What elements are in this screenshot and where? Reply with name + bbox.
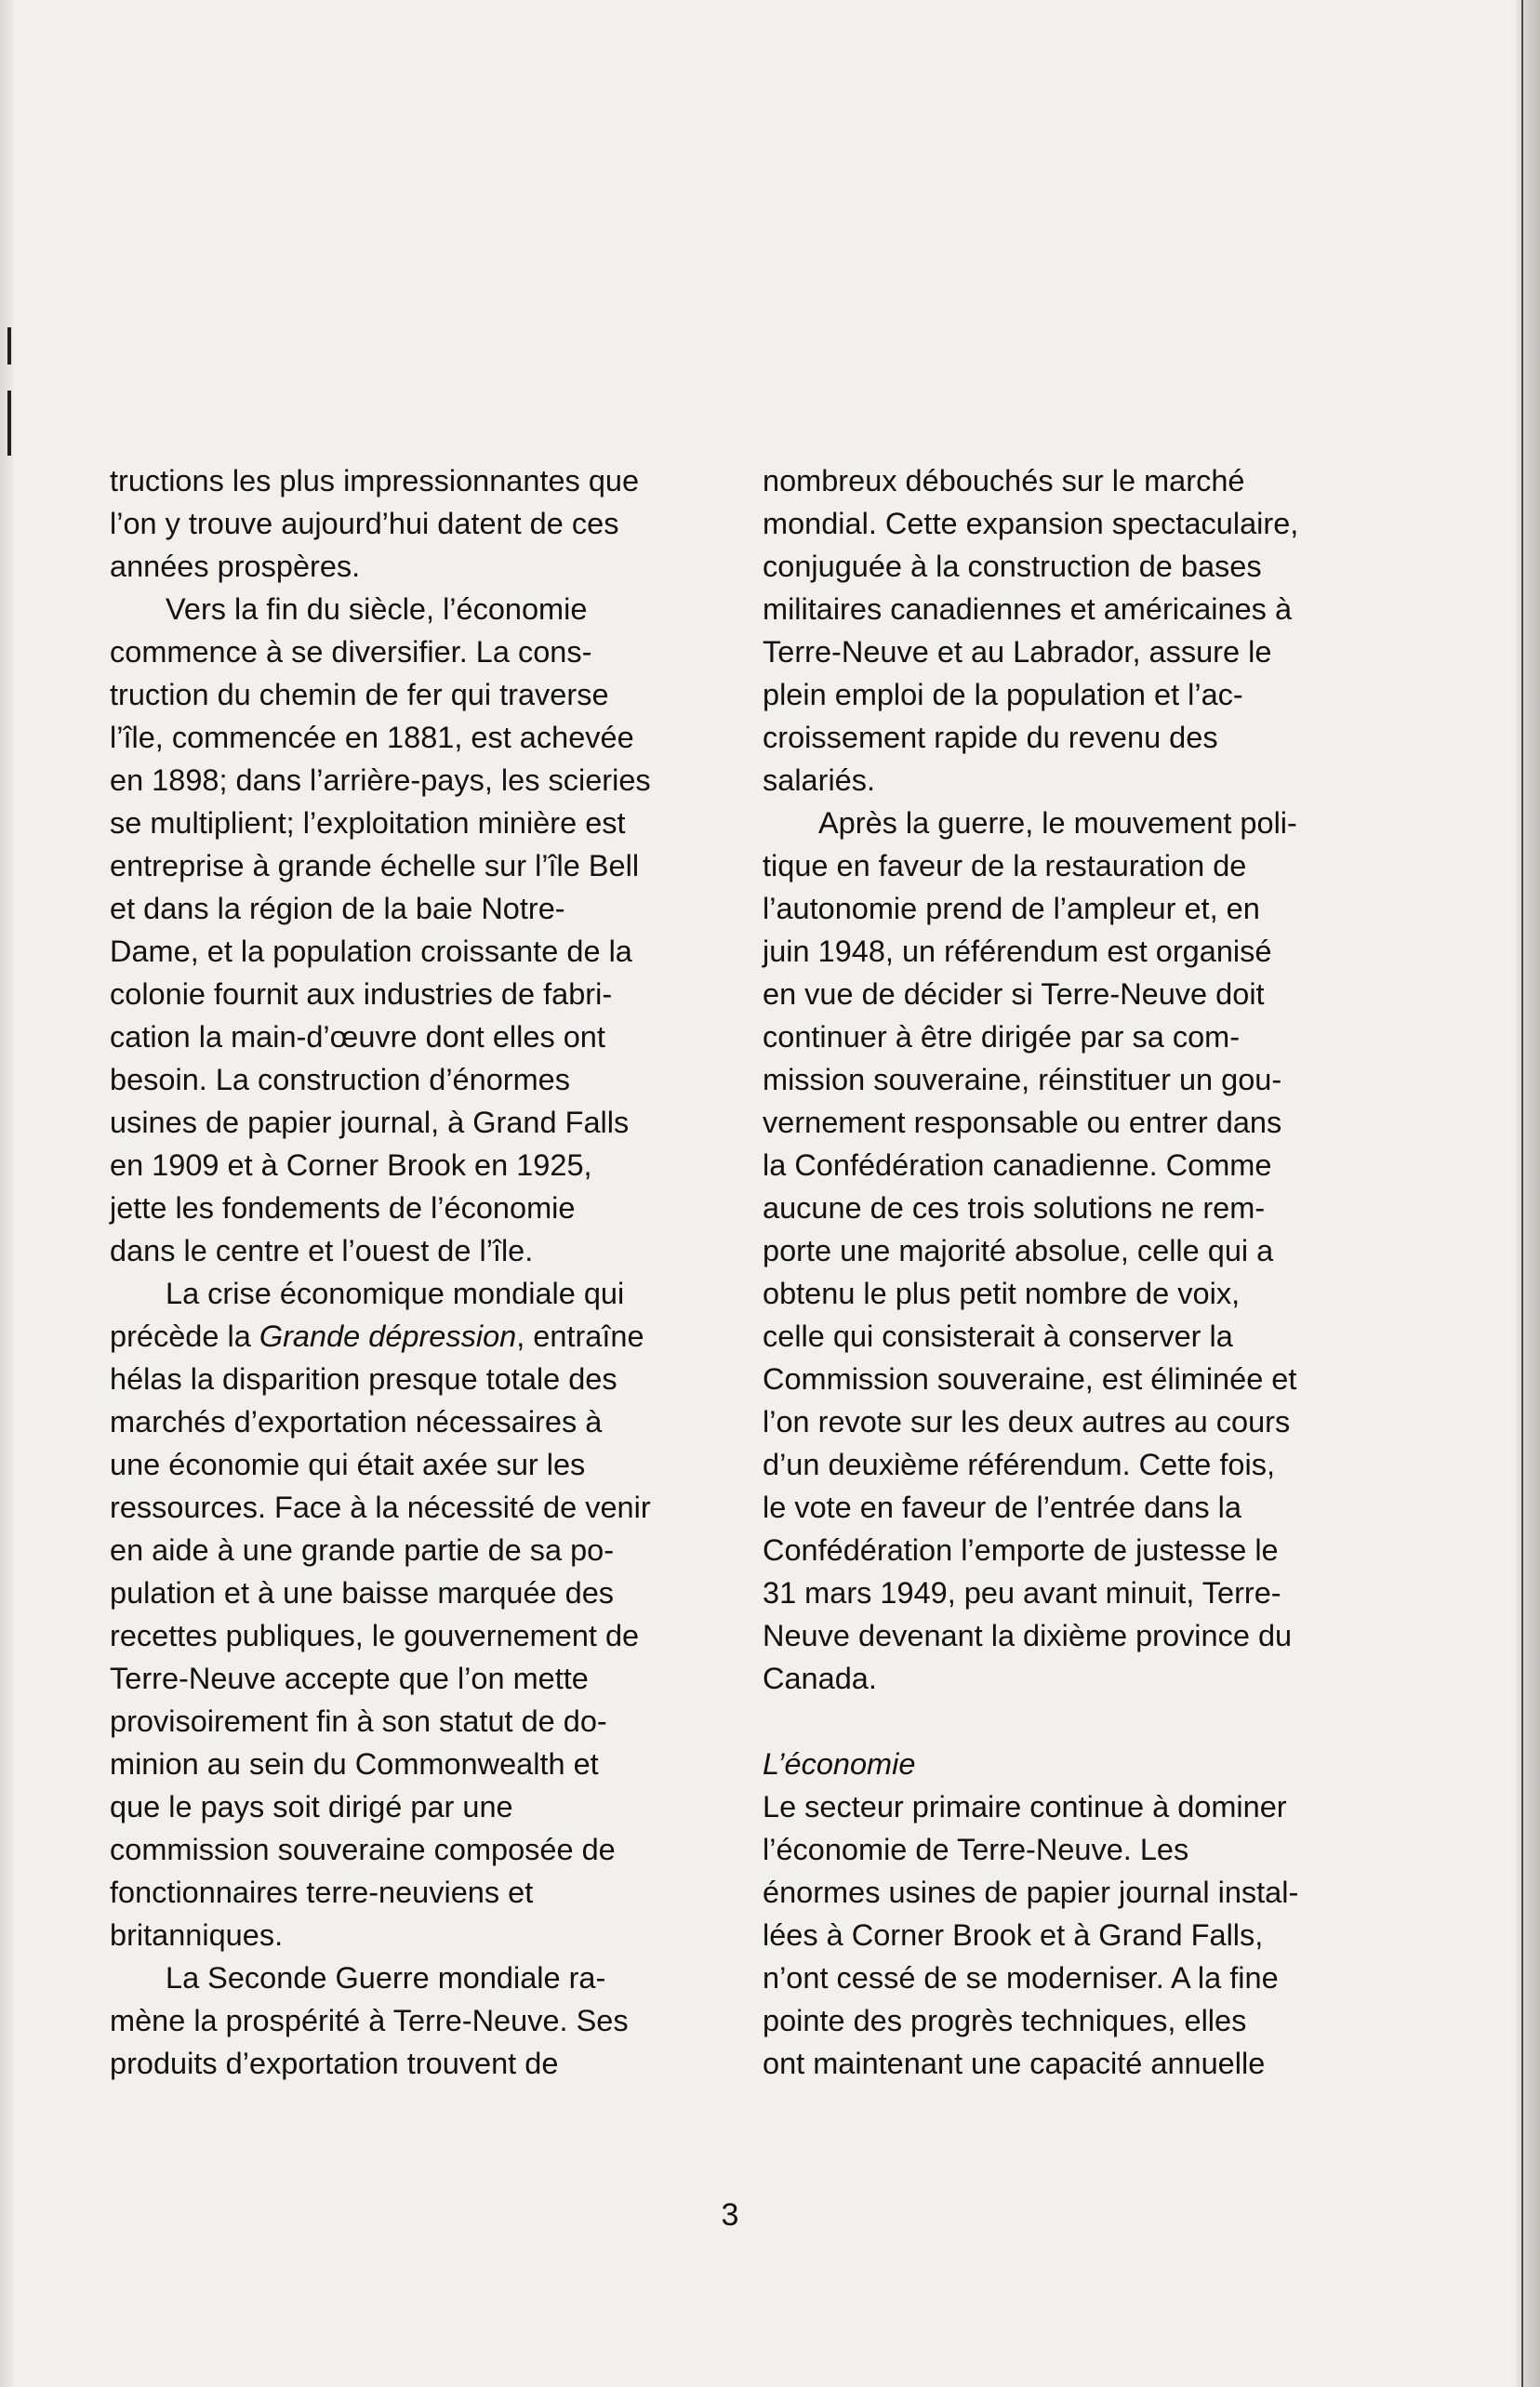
text-line: pulation et à une baisse marquée des: [110, 1576, 615, 1610]
text-line: mondial. Cette expansion spectaculaire,: [763, 507, 1299, 540]
text-run: , entraîne: [516, 1319, 644, 1353]
binding-mark: [7, 327, 11, 365]
italic-term: Grande dépression: [259, 1319, 517, 1353]
text-line: colonie fournit aux industries de fabri-: [110, 977, 613, 1011]
text-line: l’île, commencée en 1881, est achevée: [110, 721, 634, 754]
text-line: britanniques.: [110, 1918, 284, 1952]
text-line: jette les fondements de l’économie: [110, 1191, 576, 1225]
text-line: porte une majorité absolue, celle qui a: [763, 1234, 1274, 1267]
text-line: ont maintenant une capacité annuelle: [763, 2047, 1266, 2080]
text-line: dans le centre et l’ouest de l’île.: [110, 1234, 534, 1267]
text-line: [763, 1743, 1414, 1785]
text-line: l’autonomie prend de l’ampleur et, en: [763, 892, 1260, 925]
text-line: celle qui consisterait à conserver la: [763, 1319, 1233, 1353]
text-run: précède la: [110, 1319, 259, 1353]
text-line: produits d’exportation trouvent de: [110, 2047, 559, 2080]
text-line: La Seconde Guerre mondiale ra-: [166, 1961, 606, 1995]
text-line: croissement rapide du revenu des: [763, 721, 1218, 754]
page-right-edge: [1516, 0, 1540, 2387]
text-line: se multiplient; l’exploitation minière est: [110, 806, 626, 840]
text-line: militaires canadiennes et américaines à: [763, 592, 1293, 626]
text-line: Confédération l’emporte de justesse le: [763, 1533, 1279, 1567]
text-line: que le pays soit dirigé par une: [110, 1790, 513, 1823]
text-line: marchés d’exportation nécessaires à: [110, 1405, 603, 1439]
text-line: Terre-Neuve et au Labrador, assure le: [763, 635, 1272, 669]
text-line: commission souveraine composée de: [110, 1833, 616, 1866]
text-line: mission souveraine, réinstituer un gou-: [763, 1063, 1282, 1096]
text-line: en vue de décider si Terre-Neuve doit: [763, 977, 1265, 1011]
text-line: la Confédération canadienne. Comme: [763, 1148, 1272, 1182]
text-line: commence à se diversifier. La cons-: [110, 635, 592, 669]
text-line: une économie qui était axée sur les: [110, 1448, 586, 1481]
text-line: Le secteur primaire continue à dominer: [763, 1790, 1287, 1823]
text-line: mène la prospérité à Terre-Neuve. Ses: [110, 2004, 629, 2037]
text-line: pointe des progrès techniques, elles: [763, 2004, 1247, 2037]
text-line: et dans la région de la baie Notre-: [110, 892, 565, 925]
right-text-column: [763, 459, 1414, 2085]
text-line: cation la main-d’œuvre dont elles ont: [110, 1020, 605, 1054]
text-line: besoin. La construction d’énormes: [110, 1063, 571, 1096]
text-line: Neuve devenant la dixième province du: [763, 1619, 1293, 1652]
text-line: le vote en faveur de l’entrée dans la: [763, 1491, 1241, 1524]
text-line: [110, 1315, 742, 1358]
text-line: hélas la disparition presque totale des: [110, 1362, 617, 1396]
text-line: Canada.: [763, 1662, 877, 1695]
text-line: en 1898; dans l’arrière-pays, les scieries: [110, 763, 651, 797]
text-line: plein emploi de la population et l’ac-: [763, 678, 1243, 711]
text-line: n’ont cessé de se moderniser. A la fine: [763, 1961, 1279, 1995]
section-heading: L’économie: [763, 1747, 916, 1781]
text-line: années prospères.: [110, 550, 361, 583]
text-line: usines de papier journal, à Grand Falls: [110, 1106, 630, 1139]
text-line: Terre-Neuve accepte que l’on mette: [110, 1662, 589, 1695]
text-line: Vers la fin du siècle, l’économie: [166, 592, 588, 626]
text-line: ressources. Face à la nécessité de venir: [110, 1491, 651, 1524]
text-line: minion au sein du Commonwealth et: [110, 1747, 599, 1781]
text-line: recettes publiques, le gouvernement de: [110, 1619, 640, 1652]
text-line: obtenu le plus petit nombre de voix,: [763, 1277, 1241, 1310]
text-line: continuer à être dirigée par sa com-: [763, 1020, 1241, 1054]
text-line: Après la guerre, le mouvement poli-: [818, 806, 1297, 840]
text-line: d’un deuxième référendum. Cette fois,: [763, 1448, 1275, 1481]
text-line: tique en faveur de la restauration de: [763, 849, 1247, 882]
text-line: en aide à une grande partie de sa po-: [110, 1533, 615, 1567]
text-line: l’économie de Terre-Neuve. Les: [763, 1833, 1189, 1866]
text-line: aucune de ces trois solutions ne rem-: [763, 1191, 1266, 1225]
text-line: 31 mars 1949, peu avant minuit, Terre-: [763, 1576, 1281, 1610]
text-line: lées à Corner Brook et à Grand Falls,: [763, 1918, 1264, 1952]
text-line: Dame, et la population croissante de la: [110, 935, 632, 968]
page-right-edge-line: [1521, 0, 1523, 2387]
text-line: provisoirement fin à son statut de do-: [110, 1704, 607, 1738]
text-line: en 1909 et à Corner Brook en 1925,: [110, 1148, 592, 1182]
text-line: tructions les plus impressionnantes que: [110, 464, 640, 497]
text-line: l’on revote sur les deux autres au cours: [763, 1405, 1291, 1439]
text-line: vernement responsable ou entrer dans: [763, 1106, 1282, 1139]
text-line: énormes usines de papier journal instal-: [763, 1876, 1299, 1909]
text-line: La crise économique mondiale qui: [166, 1277, 625, 1310]
text-line: entreprise à grande échelle sur l’île Bell: [110, 849, 640, 882]
text-line: fonctionnaires terre-neuviens et: [110, 1876, 534, 1909]
text-line: salariés.: [763, 763, 876, 797]
page-number: 3: [721, 2197, 739, 2233]
text-line: nombreux débouchés sur le marché: [763, 464, 1245, 497]
text-line: truction du chemin de fer qui traverse: [110, 678, 609, 711]
text-line: juin 1948, un référendum est organisé: [763, 935, 1272, 968]
left-text-column: [110, 459, 742, 2085]
text-line: Commission souveraine, est éliminée et: [763, 1362, 1297, 1396]
text-line: l’on y trouve aujourd’hui datent de ces: [110, 507, 619, 540]
binding-mark: [7, 391, 11, 456]
text-line: conjuguée à la construction de bases: [763, 550, 1262, 583]
section-gap: [763, 1700, 1414, 1743]
